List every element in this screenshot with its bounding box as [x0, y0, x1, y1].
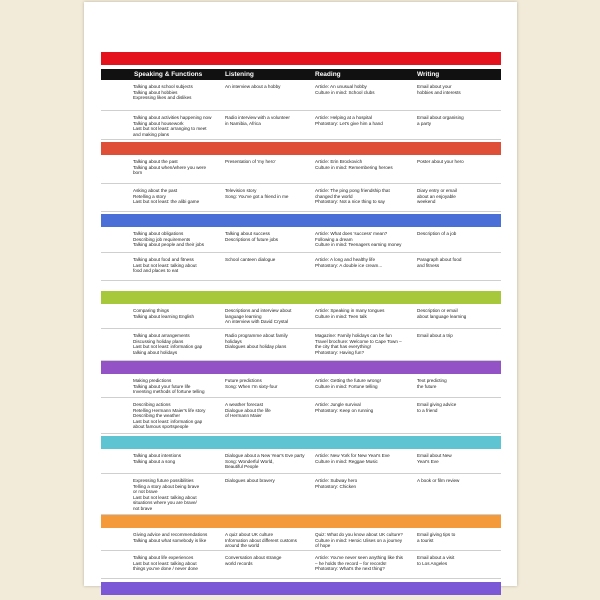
writing-cell: [417, 308, 487, 319]
writing-line: a party: [417, 120, 432, 126]
listening-line: Song: Wonderful World,: [225, 458, 274, 464]
speaking-line: Talking about housework: [133, 120, 184, 126]
listening-line: world records: [225, 560, 253, 566]
speaking-line: Talking about your future life: [133, 383, 191, 389]
speaking-line: about famous sportspeople: [133, 424, 189, 430]
table-row: [101, 304, 501, 329]
listening-line: Song: You've got a friend in me: [225, 193, 289, 199]
unit-bar-8: [101, 582, 501, 595]
reading-line: Following a dream: [315, 236, 353, 242]
speaking-cell: [133, 159, 217, 176]
reading-line: the city that has everything!: [315, 344, 371, 350]
speaking-line: Expressing future possibilities: [133, 478, 194, 483]
table-row: [101, 449, 501, 474]
writing-line: Year's Eve: [417, 458, 439, 464]
writing-line: hobbies and interests: [417, 89, 461, 95]
reading-cell: [315, 115, 411, 126]
reading-line: Photostory: Let's give him a hand: [315, 120, 383, 126]
writing-line: Email about a trip: [417, 333, 453, 338]
writing-line: about language learning: [417, 313, 467, 319]
listening-line: A weather forecast: [225, 402, 264, 407]
listening-cell: [225, 402, 309, 419]
listening-line: Information about different customs: [225, 537, 297, 543]
reading-line: Article: Erin Brockovich: [315, 159, 363, 164]
writing-cell: [417, 188, 487, 205]
reading-line: Article: Speaking in many tongues: [315, 308, 385, 313]
writing-cell: [417, 478, 487, 484]
speaking-line: Giving advice and recommendations: [133, 532, 208, 537]
table-row: [101, 227, 501, 253]
writing-cell: [417, 532, 487, 543]
header-reading: Reading: [315, 71, 341, 78]
reading-line: Photostory: Chicken: [315, 483, 357, 489]
speaking-cell: [133, 188, 217, 205]
listening-line: Presentation of 'my hero': [225, 159, 276, 164]
speaking-line: Last but not least: talking about: [133, 262, 197, 268]
speaking-line: Last but not least: talking about: [133, 560, 197, 566]
speaking-cell: [133, 555, 217, 572]
reading-line: Culture in mind: Teenagers earning money: [315, 242, 402, 248]
listening-line: Dialogue about a New Year's Eve party: [225, 453, 305, 458]
writing-cell: [417, 555, 487, 566]
speaking-line: not brave: [133, 505, 153, 511]
reading-cell: [315, 231, 411, 248]
listening-cell: [225, 378, 309, 389]
writing-line: to Los Angeles: [417, 560, 448, 566]
unit-bar-4: [101, 291, 501, 304]
reading-cell: [315, 478, 411, 489]
speaking-line: talking about holidays: [133, 349, 178, 355]
listening-line: Dialogues about holiday plans: [225, 344, 287, 350]
writing-line: Text predicting: [417, 378, 447, 383]
unit-bar-1: [101, 52, 501, 65]
listening-line: Dialogue about the life: [225, 407, 271, 413]
speaking-cell: [133, 402, 217, 430]
reading-line: Article: A long and healthy life: [315, 257, 376, 262]
speaking-line: Talking about school subjects: [133, 84, 193, 89]
speaking-cell: [133, 478, 217, 512]
writing-line: about an enjoyable: [417, 193, 456, 199]
syllabus-table: [101, 52, 501, 595]
writing-cell: [417, 378, 487, 389]
writing-cell: [417, 115, 487, 126]
header-listening: Listening: [225, 71, 254, 78]
table-row: [101, 155, 501, 184]
listening-line: Radio interview with a volunteer: [225, 115, 290, 120]
speaking-line: Talking about people and their jobs: [133, 242, 204, 248]
writing-line: to a friend: [417, 407, 438, 413]
speaking-line: Describing actions: [133, 402, 171, 407]
table-row: [101, 474, 501, 515]
writing-cell: [417, 159, 487, 165]
speaking-line: situations where you are brave/: [133, 500, 197, 506]
reading-cell: [315, 532, 411, 549]
speaking-line: Retelling a story: [133, 193, 166, 199]
speaking-cell: [133, 333, 217, 355]
writing-line: a tourist: [417, 537, 434, 543]
speaking-line: Talking about learning English: [133, 313, 195, 319]
listening-line: Descriptions and interview about: [225, 308, 292, 313]
reading-cell: [315, 257, 411, 268]
listening-cell: [225, 333, 309, 350]
speaking-cell: [133, 231, 217, 248]
speaking-cell: [133, 308, 217, 319]
listening-cell: [225, 159, 309, 165]
speaking-line: Retelling Hermann Maier's life story: [133, 407, 206, 413]
speaking-line: things you've done / never done: [133, 566, 198, 572]
table-row: [101, 329, 501, 361]
listening-cell: [225, 84, 309, 90]
reading-cell: [315, 188, 411, 205]
writing-cell: [417, 257, 487, 268]
reading-cell: [315, 159, 411, 170]
speaking-line: Last but not least: talking about: [133, 494, 197, 500]
listening-line: Beautiful People: [225, 464, 259, 470]
speaking-line: Talking about when/where you were: [133, 164, 207, 170]
speaking-line: Talking about intentions: [133, 453, 182, 458]
listening-line: School canteen dialogue: [225, 257, 276, 262]
reading-line: Travel brochure: Welcome to Cape Town –: [315, 338, 402, 344]
listening-cell: [225, 257, 309, 263]
writing-line: Paragraph about food: [417, 257, 462, 262]
reading-line: Culture in mind: Remembering heroes: [315, 164, 393, 170]
reading-line: Article: Helping at a hospital: [315, 115, 372, 120]
speaking-line: Last but not least: arranging to meet: [133, 126, 207, 132]
writing-cell: [417, 84, 487, 95]
speaking-line: Last but not least: the alibi game: [133, 199, 200, 205]
writing-line: Diary entry or email: [417, 188, 457, 193]
reading-line: Photostory: Having fun?: [315, 349, 365, 355]
writing-line: Description or email: [417, 308, 458, 313]
writing-line: Email about organising: [417, 115, 464, 120]
listening-line: Descriptions of future jobs: [225, 236, 279, 242]
speaking-cell: [133, 257, 217, 274]
table-row: [101, 184, 501, 212]
listening-line: Song: When I'm sixty-four: [225, 383, 278, 389]
reading-cell: [315, 453, 411, 464]
listening-cell: [225, 478, 309, 484]
reading-line: Quiz: What do you know about UK culture?: [315, 532, 403, 537]
writing-cell: [417, 231, 487, 237]
writing-cell: [417, 333, 487, 339]
reading-line: Photostory: Not a nice thing to say: [315, 199, 385, 205]
speaking-line: born: [133, 170, 143, 176]
reading-line: Article: The ping pong friendship that: [315, 188, 390, 193]
reading-line: Article: New York for New Year's Eve: [315, 453, 390, 458]
listening-line: Conversation about strange: [225, 555, 282, 560]
listening-line: A quiz about UK culture: [225, 532, 274, 537]
listening-line: language learning: [225, 313, 262, 319]
listening-line: of Hermann Maier: [225, 413, 262, 419]
writing-cell: [417, 453, 487, 464]
reading-line: Article: An unusual hobby: [315, 84, 367, 89]
speaking-line: Last but not least: information gap: [133, 344, 203, 350]
reading-line: Article: You've never seen anything like this: [315, 555, 403, 560]
table-row: [101, 374, 501, 398]
reading-cell: [315, 555, 411, 572]
speaking-line: Asking about the past: [133, 188, 178, 193]
speaking-line: Making predictions: [133, 378, 172, 383]
writing-line: and fitness: [417, 262, 440, 268]
reading-line: Article: Subway hero: [315, 478, 358, 483]
table-row: [101, 528, 501, 551]
writing-line: A book or film review: [417, 478, 460, 483]
listening-line: Television story: [225, 188, 257, 193]
speaking-line: and making plans: [133, 131, 170, 137]
listening-line: Radio programme about family: [225, 333, 288, 338]
reading-line: Photostory: What's the next thing?: [315, 566, 385, 572]
reading-line: Culture in mind: Teen talk: [315, 313, 367, 319]
writing-line: Poster about your hero: [417, 159, 464, 164]
speaking-line: Talking about arrangements: [133, 333, 190, 338]
listening-line: An interview about a hobby: [225, 84, 281, 89]
speaking-line: Describing the weather: [133, 413, 180, 419]
unit-bar-3: [101, 214, 501, 227]
reading-line: Magazine: Family holidays can be fun: [315, 333, 392, 338]
reading-line: Culture in mind: Fortune telling: [315, 383, 378, 389]
listening-line: Future predictions: [225, 378, 262, 383]
speaking-line: food and places to eat: [133, 268, 179, 274]
table-row: [101, 80, 501, 111]
listening-line: An interview with David Crystal: [225, 319, 289, 325]
spacer: [101, 281, 501, 291]
speaking-line: Talking about hobbies: [133, 89, 178, 95]
reading-line: Photostory: A double ice cream...: [315, 262, 383, 268]
reading-line: changed the world: [315, 193, 353, 199]
speaking-line: Inventing methods of fortune telling: [133, 389, 205, 395]
writing-line: the future: [417, 383, 437, 389]
speaking-line: Expressing likes and dislikes: [133, 95, 192, 101]
writing-line: Email giving advice: [417, 402, 457, 407]
writing-cell: [417, 402, 487, 413]
reading-cell: [315, 333, 411, 355]
listening-cell: [225, 532, 309, 549]
speaking-cell: [133, 378, 217, 395]
speaking-line: Talking about food and fitness: [133, 257, 194, 262]
speaking-line: Talking about life experiences: [133, 555, 194, 560]
reading-cell: [315, 378, 411, 389]
speaking-line: Talking about a song: [133, 458, 176, 464]
reading-line: – he holds the record – for records!: [315, 560, 387, 566]
speaking-line: Comparing things: [133, 308, 170, 313]
listening-cell: [225, 555, 309, 566]
reading-cell: [315, 84, 411, 95]
listening-cell: [225, 188, 309, 199]
listening-line: in Namibia, Africa: [225, 120, 261, 126]
writing-line: Description of a job: [417, 231, 457, 236]
listening-line: Talking about success: [225, 231, 270, 236]
speaking-line: Talking about what somebody is like: [133, 537, 207, 543]
table-row: [101, 111, 501, 140]
unit-bar-7: [101, 515, 501, 528]
writing-line: Email about a visit: [417, 555, 455, 560]
listening-line: Dialogues about bravery: [225, 478, 275, 483]
reading-line: Culture in mind: Heroic Ulises on a journey: [315, 537, 403, 543]
speaking-line: Talking about activities happening now: [133, 115, 212, 120]
speaking-cell: [133, 532, 217, 543]
reading-cell: [315, 308, 411, 319]
reading-line: of hope: [315, 543, 331, 549]
writing-line: weekend: [417, 199, 436, 205]
listening-cell: [225, 231, 309, 242]
table-header: [101, 69, 501, 80]
speaking-line: Talking about obligations: [133, 231, 184, 236]
speaking-line: Discussing holiday plans: [133, 338, 184, 344]
speaking-line: Telling a story about being brave: [133, 483, 200, 489]
writing-line: Email about your: [417, 84, 452, 89]
reading-line: Culture in mind: School clubs: [315, 89, 375, 95]
table-row: [101, 398, 501, 434]
table-row: [101, 253, 501, 281]
listening-cell: [225, 453, 309, 470]
unit-bar-2: [101, 142, 501, 155]
writing-line: Email giving tips to: [417, 532, 456, 537]
reading-line: Photostory: Keep on running: [315, 407, 374, 413]
reading-line: Article: Getting the future wrong!: [315, 378, 381, 383]
speaking-cell: [133, 84, 217, 101]
listening-line: holidays: [225, 338, 242, 344]
reading-line: Article: Jungle survival: [315, 402, 361, 407]
speaking-line: Last but not least: information gap: [133, 418, 203, 424]
speaking-line: Talking about the past: [133, 159, 178, 164]
document-page: [84, 2, 517, 586]
speaking-line: or not brave: [133, 489, 158, 495]
listening-cell: [225, 308, 309, 325]
speaking-cell: [133, 453, 217, 464]
writing-line: Email about New: [417, 453, 452, 458]
reading-line: Article: What does 'success' mean?: [315, 231, 388, 236]
header-speaking: Speaking & Functions: [134, 71, 203, 78]
unit-bar-5: [101, 361, 501, 374]
listening-cell: [225, 115, 309, 126]
reading-cell: [315, 402, 411, 413]
header-writing: Writing: [417, 71, 440, 78]
speaking-cell: [133, 115, 217, 137]
reading-line: Culture in mind: Reggae Music: [315, 458, 378, 464]
unit-bar-6: [101, 436, 501, 449]
table-row: [101, 551, 501, 579]
speaking-line: Describing job requirements: [133, 236, 191, 242]
listening-line: around the world: [225, 543, 260, 549]
